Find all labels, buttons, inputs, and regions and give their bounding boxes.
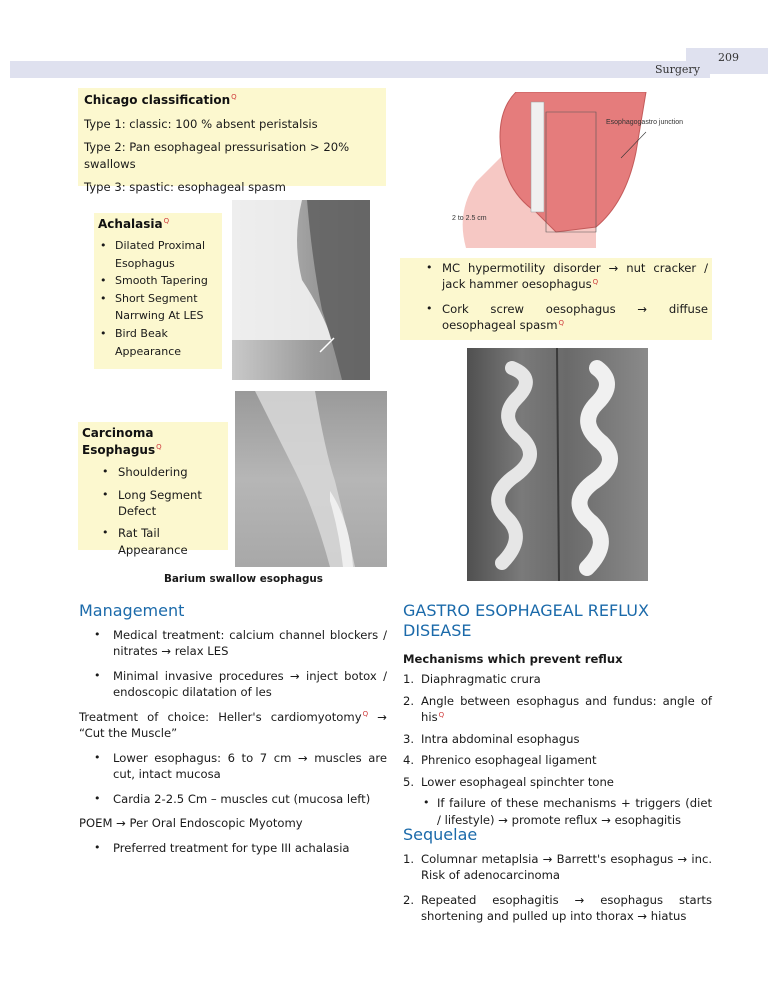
diagram-label-junction: Esophagogastro junction [606,119,684,126]
list-item: • Cardia 2-2.5 Cm – muscles cut (mucosa left) [79,791,387,807]
chicago-classification-box [78,88,386,195]
page-number: 209 [718,51,739,64]
carcinoma-title: Carcinoma Esophagus$^Q$ [82,426,162,458]
section-name: Surgery [655,63,700,76]
q-mark-icon: Q [592,277,599,286]
figure-caption: Barium swallow esophagus [164,573,323,585]
chicago-line: Type 1: classic: 100 % absent peristalsis [84,117,318,132]
sequelae-list [403,851,712,925]
list-item: • Preferred treatment for type III achalasia [79,840,387,856]
list-item: • Dilated Proximal Esophagus [98,237,218,272]
list-item: • Minimal invasive procedures → inject botox / endoscopic dilatation of les [79,668,387,701]
list-item: • Rat Tail Appearance [82,525,224,558]
chicago-title: Chicago classification$^Q$ [84,93,237,107]
list-item: • Short Segment Narrwing At LES [98,290,218,325]
gerd-section [403,651,712,828]
hypermotility-box [400,258,712,340]
list-item: 2. Angle between esophagus and fundus: angle of his$^Q$ [403,693,712,725]
achalasia-title: Achalasia$^Q$ [98,217,170,231]
management-section [79,627,387,864]
list-item: 3. Intra abdominal esophagus [403,731,580,746]
sequelae-heading: Sequelae [403,825,478,844]
list-item: • Smooth Tapering [98,272,218,290]
esophagogastric-junction-diagram [446,92,704,248]
chicago-line: Type 3: spastic: esophageal spasm [84,180,286,195]
mucosa-strip [531,102,544,212]
heller-paragraph: Treatment of choice: Heller's cardiomyotomy$^Q$ → “Cut the Muscle” [79,709,387,741]
q-mark-icon: Q [558,318,565,327]
gerd-subheading: Mechanisms which prevent reflux [403,652,623,666]
corkscrew-esophagus-xray-image [467,348,648,581]
q-mark-icon: Q [438,710,445,719]
list-item: • Cork screw oesophagus → diffuse oesophageal spasm$^Q$ [404,301,708,334]
arrow-icon [320,338,334,352]
list-item: • Lower esophagus: 6 to 7 cm → muscles are cut, intact mucosa [79,750,387,783]
list-item: 2. Repeated esophagitis → esophagus starts shortening and pulled up into thorax → hiatus [403,892,712,924]
carcinoma-esophagus-box [78,422,228,557]
list-item: 1. Columnar metaplsia → Barrett's esophagus → inc. Risk of adenocarcinoma [403,852,712,883]
list-item: • Shouldering [82,464,224,480]
list-item: 5. Lower esophageal spinchter tone [403,774,614,789]
list-item: 1. Diaphragmatic crura [403,672,541,687]
q-mark-icon: Q [156,443,162,452]
q-mark-icon: Q [362,709,369,718]
list-item: • MC hypermotility disorder → nut cracker / jack hammer oesophagus$^Q$ [404,260,708,293]
list-item: • Medical treatment: calcium channel blockers / nitrates → relax LES [79,627,387,660]
list-item: • If failure of these mechanisms + triggers (diet / lifestyle) → promote reflux → esophagitis [403,795,712,828]
management-list-c [79,840,387,856]
carcinoma-xray-image [235,391,387,567]
sequelae-section [403,851,712,933]
management-heading: Management [79,601,185,620]
list-item: • Bird Beak Appearance [98,325,218,360]
gerd-heading: GASTRO ESOPHAGEAL REFLUX DISEASE [403,601,649,640]
q-mark-icon: Q [163,217,170,225]
hypermotility-list [404,260,708,334]
header-band [10,61,710,78]
carcinoma-list [82,464,224,558]
list-item: 4. Phrenico esophageal ligament [403,753,597,768]
poem-paragraph: POEM → Per Oral Endoscopic Myotomy [79,816,303,831]
achalasia-box [94,213,222,369]
chicago-line: Type 2: Pan esophageal pressurisation > 20% swallows [84,140,350,171]
achalasia-xray-image [232,200,370,380]
management-list-b [79,750,387,807]
diagram-label-measure: 2 to 2.5 cm [452,215,487,222]
q-mark-icon: Q [231,93,237,101]
gerd-mechanisms-list [403,671,712,790]
list-item: • Long Segment Defect [82,487,224,520]
management-list-a [79,627,387,701]
gerd-sub-list [403,795,712,828]
achalasia-list [98,237,218,360]
